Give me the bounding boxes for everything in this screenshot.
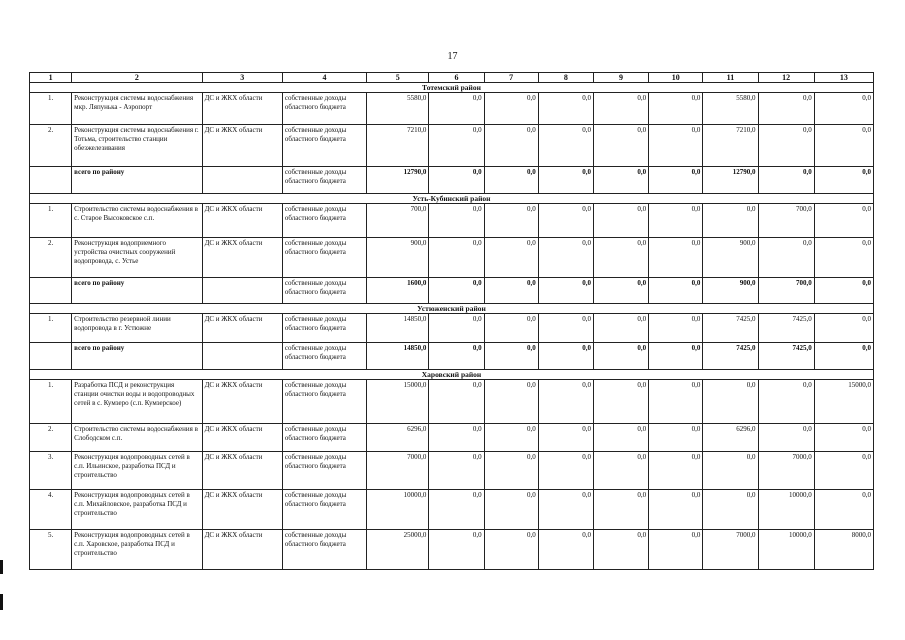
- amount-cell: 0,0: [429, 238, 484, 278]
- total-amount-cell: 0,0: [814, 167, 873, 194]
- executor: ДС и ЖКХ области: [202, 424, 282, 452]
- amount-cell: 7210,0: [703, 125, 758, 167]
- row-number: 2.: [30, 424, 72, 452]
- row-number: 2.: [30, 125, 72, 167]
- amount-cell: 900,0: [367, 238, 429, 278]
- total-amount-cell: 0,0: [814, 343, 873, 370]
- project-name: Строительство системы водоснабжения в Слободском с.п.: [72, 424, 202, 452]
- amount-cell: 700,0: [758, 204, 814, 238]
- amount-cell: 0,0: [538, 314, 593, 343]
- project-name: Строительство резервной линии водопровода в г. Устюжне: [72, 314, 202, 343]
- amount-cell: 0,0: [593, 204, 648, 238]
- amount-cell: 7425,0: [703, 314, 758, 343]
- amount-cell: 8000,0: [814, 530, 873, 570]
- section-title: Тотемский район: [30, 83, 874, 93]
- amount-cell: 7000,0: [703, 530, 758, 570]
- row-number: 1.: [30, 93, 72, 125]
- column-header: 5: [367, 73, 429, 83]
- total-amount-cell: 0,0: [484, 278, 538, 304]
- amount-cell: 0,0: [429, 93, 484, 125]
- total-amount-cell: 0,0: [758, 167, 814, 194]
- total-amount-cell: 700,0: [758, 278, 814, 304]
- total-amount-cell: 12790,0: [367, 167, 429, 194]
- amount-cell: 0,0: [429, 125, 484, 167]
- column-header: 4: [282, 73, 366, 83]
- amount-cell: 5580,0: [367, 93, 429, 125]
- amount-cell: 0,0: [649, 490, 703, 530]
- project-name: Разработка ПСД и реконструкция станции очистки воды и водопроводных сетей в с. Кумзеро (с.п. Кумзерское): [72, 380, 202, 424]
- amount-cell: 0,0: [593, 314, 648, 343]
- total-amount-cell: 0,0: [538, 167, 593, 194]
- table-row: [30, 530, 874, 570]
- column-header: 10: [649, 73, 703, 83]
- column-header: 7: [484, 73, 538, 83]
- amount-cell: 0,0: [484, 452, 538, 490]
- section-header-row: [30, 304, 874, 314]
- column-header: 6: [429, 73, 484, 83]
- district-total-row: [30, 343, 874, 370]
- total-amount-cell: 0,0: [593, 167, 648, 194]
- total-amount-cell: 0,0: [429, 343, 484, 370]
- funding-source: собственные доходы областного бюджета: [282, 452, 366, 490]
- amount-cell: 700,0: [367, 204, 429, 238]
- amount-cell: 0,0: [538, 380, 593, 424]
- budget-table: [29, 72, 874, 570]
- amount-cell: 15000,0: [367, 380, 429, 424]
- amount-cell: 0,0: [593, 530, 648, 570]
- total-amount-cell: 0,0: [484, 167, 538, 194]
- amount-cell: 10000,0: [758, 490, 814, 530]
- column-header: 2: [72, 73, 202, 83]
- total-amount-cell: 0,0: [814, 278, 873, 304]
- amount-cell: 0,0: [429, 424, 484, 452]
- amount-cell: 0,0: [649, 380, 703, 424]
- amount-cell: 0,0: [593, 380, 648, 424]
- district-total-row: [30, 167, 874, 194]
- total-amount-cell: 12790,0: [703, 167, 758, 194]
- amount-cell: 0,0: [429, 204, 484, 238]
- executor: ДС и ЖКХ области: [202, 490, 282, 530]
- amount-cell: 0,0: [814, 125, 873, 167]
- amount-cell: 0,0: [649, 424, 703, 452]
- table-row: [30, 238, 874, 278]
- amount-cell: 0,0: [814, 314, 873, 343]
- column-header: 8: [538, 73, 593, 83]
- funding-source: собственные доходы областного бюджета: [282, 125, 366, 167]
- funding-source: собственные доходы областного бюджета: [282, 424, 366, 452]
- amount-cell: 0,0: [429, 452, 484, 490]
- row-number: 2.: [30, 238, 72, 278]
- table-row: [30, 490, 874, 530]
- executor: ДС и ЖКХ области: [202, 125, 282, 167]
- project-name: Реконструкция водопроводных сетей в с.п. Ильинское, разработка ПСД и строительство: [72, 452, 202, 490]
- amount-cell: 0,0: [538, 125, 593, 167]
- amount-cell: 25000,0: [367, 530, 429, 570]
- section-header-row: [30, 83, 874, 93]
- amount-cell: 7425,0: [758, 314, 814, 343]
- amount-cell: 0,0: [814, 490, 873, 530]
- total-amount-cell: 14850,0: [367, 343, 429, 370]
- amount-cell: 14850,0: [367, 314, 429, 343]
- project-name: Реконструкция системы водоснабжения г. Тотьма, строительство станции обезжелезивания: [72, 125, 202, 167]
- district-total-row: [30, 278, 874, 304]
- project-name: Реконструкция системы водоснабжения мкр. Ляпунька - Аэропорт: [72, 93, 202, 125]
- total-amount-cell: 0,0: [429, 278, 484, 304]
- amount-cell: 0,0: [593, 452, 648, 490]
- project-name: Реконструкция водоприемного устройства очистных сооружений водопровода, с. Устье: [72, 238, 202, 278]
- amount-cell: 6296,0: [703, 424, 758, 452]
- column-header: 9: [593, 73, 648, 83]
- table-row: [30, 452, 874, 490]
- amount-cell: 0,0: [814, 204, 873, 238]
- amount-cell: 0,0: [484, 530, 538, 570]
- amount-cell: 7210,0: [367, 125, 429, 167]
- total-label: всего по району: [72, 167, 202, 194]
- row-number: 1.: [30, 380, 72, 424]
- funding-source: собственные доходы областного бюджета: [282, 93, 366, 125]
- funding-source: собственные доходы областного бюджета: [282, 314, 366, 343]
- total-amount-cell: 900,0: [703, 278, 758, 304]
- column-header: 11: [703, 73, 758, 83]
- amount-cell: 0,0: [703, 490, 758, 530]
- row-number-empty: [30, 278, 72, 304]
- amount-cell: 0,0: [429, 490, 484, 530]
- funding-source: собственные доходы областного бюджета: [282, 238, 366, 278]
- amount-cell: 0,0: [593, 238, 648, 278]
- amount-cell: 0,0: [814, 452, 873, 490]
- funding-source: собственные доходы областного бюджета: [282, 204, 366, 238]
- section-header-row: [30, 370, 874, 380]
- section-title: Устюженский район: [30, 304, 874, 314]
- scan-edge-mark: [0, 560, 3, 574]
- amount-cell: 0,0: [429, 380, 484, 424]
- section-header-row: [30, 194, 874, 204]
- executor: ДС и ЖКХ области: [202, 380, 282, 424]
- amount-cell: 0,0: [538, 530, 593, 570]
- amount-cell: 10000,0: [758, 530, 814, 570]
- total-amount-cell: 0,0: [649, 278, 703, 304]
- amount-cell: 0,0: [538, 238, 593, 278]
- amount-cell: 0,0: [484, 238, 538, 278]
- executor: ДС и ЖКХ области: [202, 530, 282, 570]
- amount-cell: 0,0: [649, 238, 703, 278]
- total-label: всего по району: [72, 343, 202, 370]
- amount-cell: 0,0: [593, 93, 648, 125]
- amount-cell: 0,0: [538, 424, 593, 452]
- amount-cell: 0,0: [814, 238, 873, 278]
- amount-cell: 900,0: [703, 238, 758, 278]
- total-label: всего по району: [72, 278, 202, 304]
- total-amount-cell: 0,0: [593, 343, 648, 370]
- amount-cell: 0,0: [649, 314, 703, 343]
- table-row: [30, 380, 874, 424]
- amount-cell: 0,0: [484, 204, 538, 238]
- amount-cell: 0,0: [538, 452, 593, 490]
- funding-source: собственные доходы областного бюджета: [282, 278, 366, 304]
- executor: ДС и ЖКХ области: [202, 238, 282, 278]
- amount-cell: 0,0: [758, 238, 814, 278]
- executor: ДС и ЖКХ области: [202, 314, 282, 343]
- column-header: 3: [202, 73, 282, 83]
- amount-cell: 0,0: [758, 93, 814, 125]
- row-number: 3.: [30, 452, 72, 490]
- page-number: 17: [447, 51, 458, 62]
- table-row: [30, 204, 874, 238]
- amount-cell: 10000,0: [367, 490, 429, 530]
- amount-cell: 0,0: [484, 424, 538, 452]
- amount-cell: 0,0: [429, 530, 484, 570]
- total-amount-cell: 0,0: [484, 343, 538, 370]
- row-number-empty: [30, 167, 72, 194]
- section-title: Усть-Кубинский район: [30, 194, 874, 204]
- amount-cell: 0,0: [484, 93, 538, 125]
- amount-cell: 0,0: [703, 380, 758, 424]
- column-header: 1: [30, 73, 72, 83]
- executor: ДС и ЖКХ области: [202, 452, 282, 490]
- amount-cell: 0,0: [758, 380, 814, 424]
- amount-cell: 0,0: [703, 204, 758, 238]
- project-name: Реконструкция водопроводных сетей в с.п. Харовское, разработка ПСД и строительство: [72, 530, 202, 570]
- total-amount-cell: 0,0: [593, 278, 648, 304]
- table-row: [30, 424, 874, 452]
- amount-cell: 0,0: [814, 424, 873, 452]
- amount-cell: 0,0: [429, 314, 484, 343]
- amount-cell: 0,0: [649, 452, 703, 490]
- total-amount-cell: 0,0: [429, 167, 484, 194]
- amount-cell: 0,0: [484, 125, 538, 167]
- funding-source: собственные доходы областного бюджета: [282, 490, 366, 530]
- row-number: 4.: [30, 490, 72, 530]
- row-number: 5.: [30, 530, 72, 570]
- amount-cell: 0,0: [814, 93, 873, 125]
- amount-cell: 0,0: [758, 424, 814, 452]
- column-header: 12: [758, 73, 814, 83]
- amount-cell: 6296,0: [367, 424, 429, 452]
- amount-cell: 0,0: [649, 530, 703, 570]
- amount-cell: 0,0: [538, 490, 593, 530]
- project-name: Реконструкция водопроводных сетей в с.п. Михайловское, разработка ПСД и строительство: [72, 490, 202, 530]
- row-number-empty: [30, 343, 72, 370]
- amount-cell: 0,0: [649, 93, 703, 125]
- amount-cell: 0,0: [484, 314, 538, 343]
- total-amount-cell: 7425,0: [703, 343, 758, 370]
- amount-cell: 7000,0: [758, 452, 814, 490]
- project-name: Строительство системы водоснабжения в с. Старое Высоковское с.п.: [72, 204, 202, 238]
- total-amount-cell: 7425,0: [758, 343, 814, 370]
- amount-cell: 15000,0: [814, 380, 873, 424]
- executor: ДС и ЖКХ области: [202, 204, 282, 238]
- table-row: [30, 125, 874, 167]
- amount-cell: 0,0: [758, 125, 814, 167]
- amount-cell: 0,0: [538, 204, 593, 238]
- executor-empty: [202, 343, 282, 370]
- column-header-row: [30, 73, 874, 83]
- amount-cell: 7000,0: [367, 452, 429, 490]
- total-amount-cell: 0,0: [538, 278, 593, 304]
- scan-edge-mark: [0, 594, 3, 610]
- amount-cell: 0,0: [703, 452, 758, 490]
- section-title: Харовский район: [30, 370, 874, 380]
- executor-empty: [202, 167, 282, 194]
- executor-empty: [202, 278, 282, 304]
- total-amount-cell: 0,0: [538, 343, 593, 370]
- funding-source: собственные доходы областного бюджета: [282, 167, 366, 194]
- amount-cell: 0,0: [649, 125, 703, 167]
- funding-source: собственные доходы областного бюджета: [282, 380, 366, 424]
- column-header: 13: [814, 73, 873, 83]
- table-row: [30, 93, 874, 125]
- row-number: 1.: [30, 204, 72, 238]
- table-row: [30, 314, 874, 343]
- amount-cell: 0,0: [484, 490, 538, 530]
- total-amount-cell: 0,0: [649, 343, 703, 370]
- funding-source: собственные доходы областного бюджета: [282, 530, 366, 570]
- row-number: 1.: [30, 314, 72, 343]
- funding-source: собственные доходы областного бюджета: [282, 343, 366, 370]
- amount-cell: 0,0: [649, 204, 703, 238]
- total-amount-cell: 0,0: [649, 167, 703, 194]
- amount-cell: 0,0: [593, 424, 648, 452]
- total-amount-cell: 1600,0: [367, 278, 429, 304]
- amount-cell: 0,0: [593, 490, 648, 530]
- amount-cell: 0,0: [593, 125, 648, 167]
- amount-cell: 5580,0: [703, 93, 758, 125]
- executor: ДС и ЖКХ области: [202, 93, 282, 125]
- amount-cell: 0,0: [484, 380, 538, 424]
- amount-cell: 0,0: [538, 93, 593, 125]
